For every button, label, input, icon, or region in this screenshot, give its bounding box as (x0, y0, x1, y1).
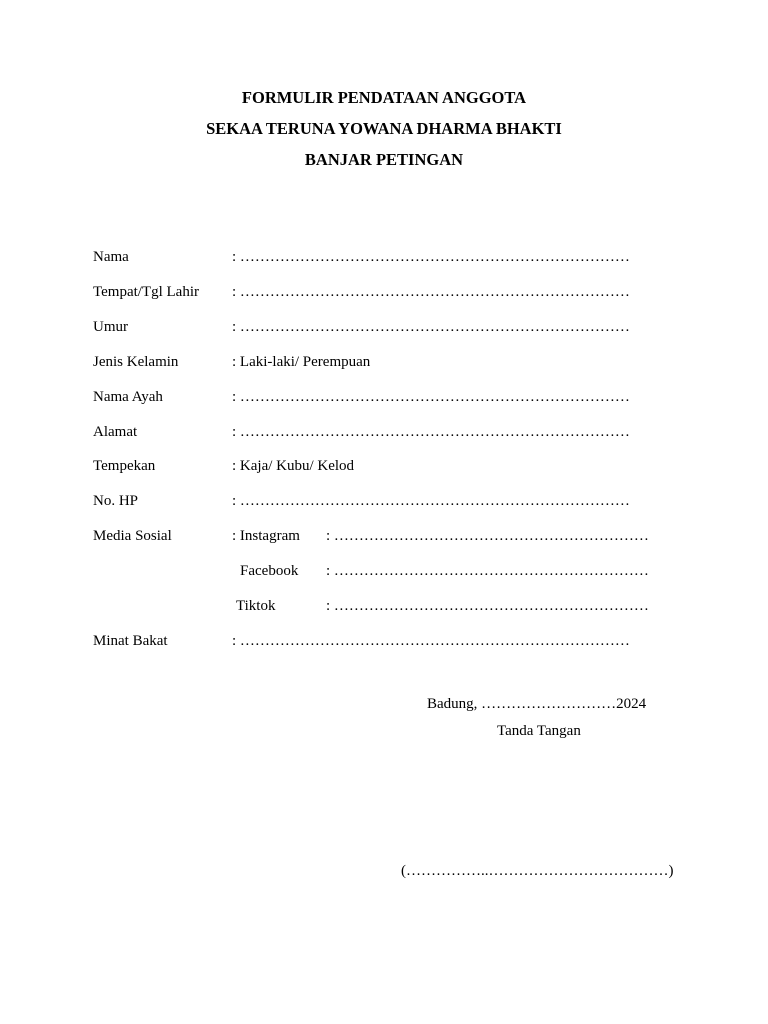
signature-place-date: Badung, ………………………2024 (427, 696, 647, 712)
field-media-sosial-instagram (0, 528, 768, 548)
field-blank: : ……………………………………………………… (326, 528, 649, 544)
field-blank: : …………………………………………………………………… (232, 424, 630, 440)
field-label: Jenis Kelamin (93, 354, 179, 370)
field-minat-bakat (0, 633, 768, 653)
signature-name-line: (……………..………………………………) (401, 863, 674, 879)
field-blank: : ……………………………………………………… (326, 563, 649, 579)
field-label: Minat Bakat (93, 633, 168, 649)
banjar-name: BANJAR PETINGAN (304, 150, 464, 169)
signature-label: Tanda Tangan (497, 723, 581, 739)
sub-field-label: Tiktok (236, 598, 276, 614)
field-blank: : …………………………………………………………………… (232, 284, 630, 300)
field-options: : Laki-laki/ Perempuan (232, 354, 371, 370)
field-label: Tempekan (93, 458, 156, 474)
field-blank: : ……………………………………………………… (326, 598, 649, 614)
field-label: Media Sosial (93, 528, 172, 544)
form-title: FORMULIR PENDATAAN ANGGOTA (241, 88, 527, 107)
field-label: Nama (93, 249, 129, 265)
organization-name: SEKAA TERUNA YOWANA DHARMA BHAKTI (206, 119, 562, 138)
field-label: Nama Ayah (93, 389, 163, 405)
field-media-sosial-facebook (0, 563, 768, 583)
field-blank: : …………………………………………………………………… (232, 319, 630, 335)
sub-field-label: : Instagram (232, 528, 300, 544)
field-no-hp (0, 493, 768, 513)
field-label: Tempat/Tgl Lahir (93, 284, 199, 300)
field-options: : Kaja/ Kubu/ Kelod (232, 458, 355, 474)
field-blank: : …………………………………………………………………… (232, 249, 630, 265)
field-umur (0, 319, 768, 339)
field-blank: : …………………………………………………………………… (232, 389, 630, 405)
field-label: No. HP (93, 493, 139, 509)
field-nama-ayah (0, 389, 768, 409)
field-label: Umur (93, 319, 128, 335)
field-blank: : …………………………………………………………………… (232, 633, 630, 649)
field-alamat (0, 424, 768, 444)
field-media-sosial-tiktok (0, 598, 768, 618)
sub-field-label: Facebook (240, 563, 299, 579)
field-tempekan (0, 458, 768, 478)
field-nama (0, 249, 768, 269)
field-label: Alamat (93, 424, 138, 440)
field-blank: : …………………………………………………………………… (232, 493, 630, 509)
field-jenis-kelamin (0, 354, 768, 374)
field-tempat-tgl-lahir (0, 284, 768, 304)
